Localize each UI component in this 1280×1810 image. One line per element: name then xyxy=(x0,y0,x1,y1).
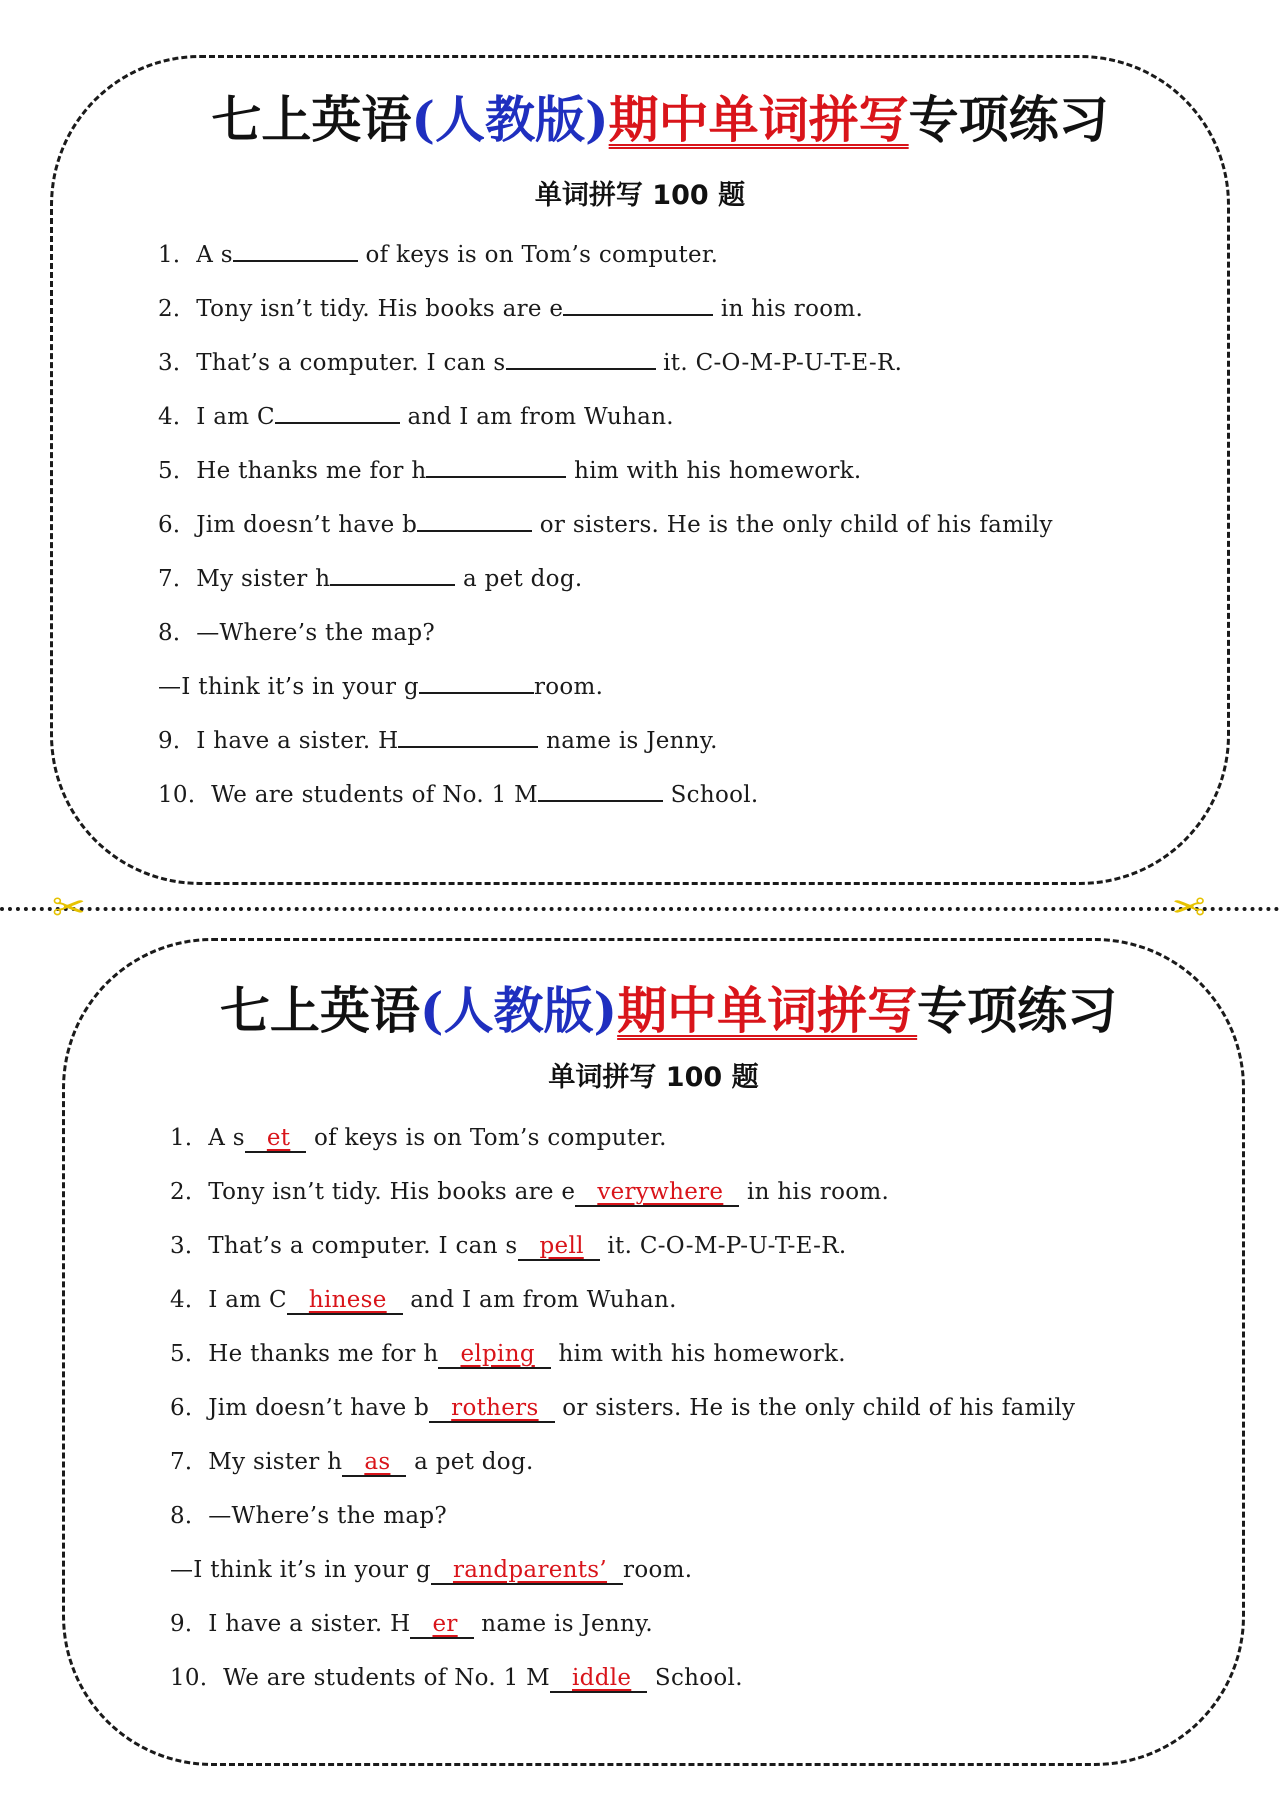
filled-answer: elping xyxy=(438,1341,550,1369)
question-3: 3．That’s a computer. I can s it. C-O-M-P-U-T-E-R. xyxy=(158,350,903,376)
question-list xyxy=(158,228,1207,822)
answer-10: 10．We are students of No. 1 M iddle School. xyxy=(170,1665,743,1691)
answer-blank[interactable] xyxy=(417,510,532,532)
question-1: 1．A s of keys is on Tom’s computer. xyxy=(158,242,719,268)
answer-blank[interactable] xyxy=(426,456,566,478)
answer-8-a: 8．—Where’s the map? xyxy=(170,1503,447,1529)
answer-blank[interactable] xyxy=(233,240,358,262)
answer-7: 7．My sister h as a pet dog. xyxy=(170,1449,534,1475)
filled-answer: randparents’ xyxy=(431,1557,623,1585)
scissors-icon: ✂ xyxy=(1172,885,1206,931)
filled-answer: pell xyxy=(518,1233,600,1261)
filled-answer: er xyxy=(410,1611,473,1639)
answer-5: 5．He thanks me for h elping him with his homework. xyxy=(170,1341,846,1367)
answer-blank[interactable] xyxy=(398,726,538,748)
question-8-a: 8．—Where’s the map? xyxy=(158,620,435,646)
question-10: 10．We are students of No. 1 M School. xyxy=(158,782,759,808)
answer-blank[interactable] xyxy=(275,402,400,424)
filled-answer: et xyxy=(245,1125,306,1153)
filled-answer: hinese xyxy=(287,1287,403,1315)
filled-answer: verywhere xyxy=(575,1179,739,1207)
subtitle: 单词拼写 100 题 xyxy=(534,180,746,211)
question-4: 4．I am C and I am from Wuhan. xyxy=(158,404,674,430)
answer-3: 3．That’s a computer. I can s pell it. C-O-M-P-U-T-E-R. xyxy=(170,1233,847,1259)
answer-blank[interactable] xyxy=(330,564,455,586)
answer-1: 1．A s et of keys is on Tom’s computer. xyxy=(170,1125,667,1151)
answer-blank[interactable] xyxy=(538,780,663,802)
answer-6: 6．Jim doesn’t have b rothers or sisters. He is the only child of his family xyxy=(170,1395,1076,1421)
question-6: 6．Jim doesn’t have b or sisters. He is the only child of his family xyxy=(158,512,1053,538)
page-title: 七上英语(人教版)期中单词拼写专项练习 xyxy=(211,90,1109,149)
answer-blank[interactable] xyxy=(419,672,534,694)
answer-9: 9．I have a sister. H er name is Jenny. xyxy=(170,1611,653,1637)
answer-blank[interactable] xyxy=(563,294,713,316)
filled-answer: rothers xyxy=(429,1395,554,1423)
filled-answer: iddle xyxy=(550,1665,647,1693)
answer-8-b: —I think it’s in your g randparents’ room. xyxy=(170,1557,693,1583)
answer-list xyxy=(170,1111,1222,1705)
answer-blank[interactable] xyxy=(506,348,656,370)
exercise-card xyxy=(50,55,1230,885)
page-title: 七上英语(人教版)期中单词拼写专项练习 xyxy=(219,981,1118,1040)
answer-2: 2．Tony isn’t tidy. His books are e verywhere in his room. xyxy=(170,1179,890,1205)
cut-line xyxy=(0,907,1280,911)
answer-4: 4．I am C hinese and I am from Wuhan. xyxy=(170,1287,677,1313)
question-7: 7．My sister h a pet dog. xyxy=(158,566,583,592)
question-8-b: —I think it’s in your g room. xyxy=(158,674,604,700)
answer-key-card xyxy=(62,938,1245,1766)
question-9: 9．I have a sister. H name is Jenny. xyxy=(158,728,718,754)
filled-answer: as xyxy=(342,1449,406,1477)
question-2: 2．Tony isn’t tidy. His books are e in his room. xyxy=(158,296,864,322)
scissors-icon: ✂ xyxy=(52,885,86,931)
question-5: 5．He thanks me for h him with his homework. xyxy=(158,458,862,484)
subtitle: 单词拼写 100 题 xyxy=(548,1062,759,1093)
